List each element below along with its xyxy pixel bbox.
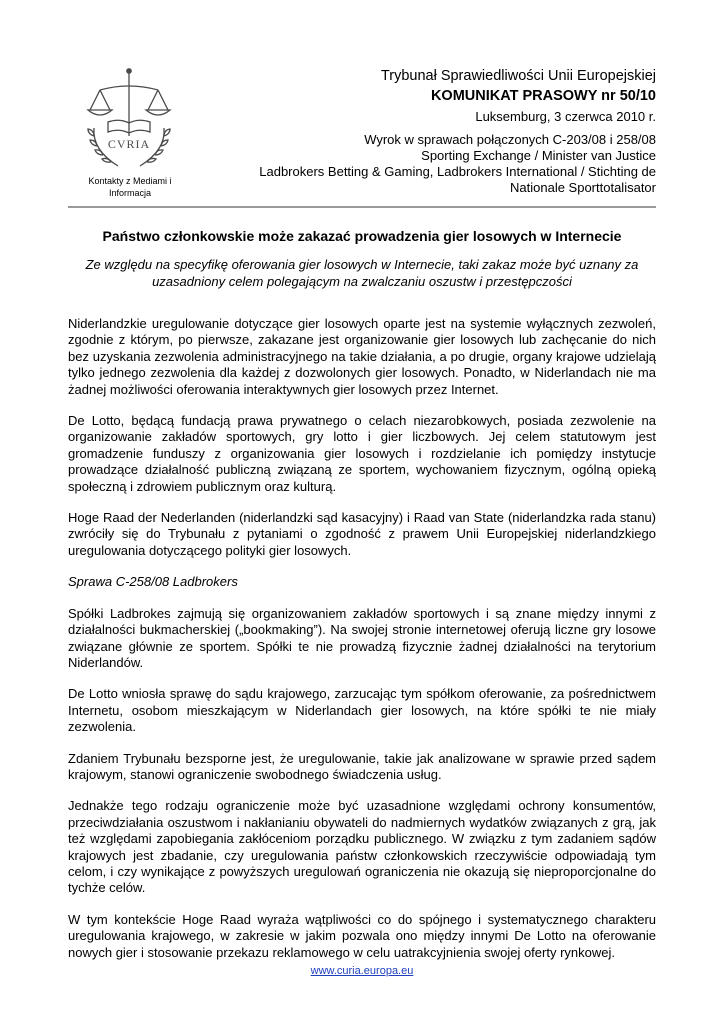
ruling-line: Ladbrokers Betting & Gaming, Ladbrokers International / Stichting de xyxy=(259,164,656,179)
document-body xyxy=(68,316,656,976)
ruling-info xyxy=(216,132,656,196)
ruling-line: Sporting Exchange / Minister van Justice xyxy=(421,148,656,163)
curia-website-link[interactable]: www.curia.europa.eu xyxy=(310,965,414,977)
body-paragraph: Niderlandzkie uregulowanie dotyczące gier losowych oparte jest na systemie wyłącznych zezwoleń, zgodnie z którym, po pierwsze, zakazane jest organizowanie gier losowych lub zachęcanie do nich bez uzyskania zezwolenia administracyjnego na takie działania, a po drugie, organy krajowe udzielają tylko jednego zezwolenia dla każdej z dozwolonych gier losowych. Ponadto, w Niderlandach nie ma żadnej możliwości oferowania interaktywnych gier losowych przez Internet. xyxy=(68,316,656,397)
body-paragraph: Zdaniem Trybunału bezsporne jest, że uregulowanie, takie jak analizowane w sprawie przed sądem krajowym, stanowi ograniczenie swobodnego świadczenia usług. xyxy=(68,750,656,782)
footer xyxy=(0,965,724,977)
curia-logo-text: CVRIA xyxy=(107,137,151,151)
body-paragraph: Spółki Ladbrokes zajmują się organizowaniem zakładów sportowych i są znane między innymi z działalności bukmacherskiej („bookmaking”). Na swojej stronie internetowej oferują liczne gry losowe związane głównie ze sportem. Spółki te nie prowadzą fizycznie żadnej działalności na terytorium Niderlandów. xyxy=(68,605,656,670)
press-release-number: KOMUNIKAT PRASOWY nr 50/10 xyxy=(430,88,656,104)
body-paragraph: De Lotto wniosła sprawę do sądu krajowego, zarzucając tym spółkom oferowanie, za pośrednictwem Internetu, osobom mieszkającym w Niderlandach gier losowych, na które spółki te nie miały zezwolenia. xyxy=(68,686,656,735)
body-paragraph: Hoge Raad der Nederlanden (niderlandzki sąd kasacyjny) i Raad van State (niderlandzka rada stanu) zwróciły się do Trybunału z pytaniami o zgodność z prawem Unii Europejskiej niderlandzkiego uregulowania dotyczącego polityki gier losowych. xyxy=(68,510,656,558)
curia-logo xyxy=(78,66,180,176)
document-title: Państwo członkowskie może zakazać prowadzenia gier losowych w Internecie xyxy=(102,228,622,244)
ruling-line: Wyrok w sprawach połączonych C-203/08 i 258/08 xyxy=(364,132,656,147)
release-date: Luksemburg, 3 czerwca 2010 r. xyxy=(475,109,656,124)
body-paragraph: W tym kontekście Hoge Raad wyraża wątpliwości co do spójnego i systematycznego charakteru uregulowania krajowego, w zakresie w jakim pozwala ono między innymi De Lotto na oferowanie nowych gier i stosowanie przekazu reklamowego w celu uatrakcyjnienia swojej oferty rynkowej. xyxy=(68,911,656,960)
court-name: Trybunał Sprawiedliwości Unii Europejskiej xyxy=(380,68,656,84)
document-subtitle: Ze względu na specyfikę oferowania gier losowych w Internecie, taki zakaz może być uznany za uzasadniony celem polegającym na zwalczaniu oszustw i przestępczości xyxy=(85,257,639,289)
body-paragraph: De Lotto, będącą fundacją prawa prywatnego o celach niezarobkowych, posiada zezwolenie na organizowanie zakładów sportowych, gry lotto i gier liczbowych. Jej celem statutowym jest gromadzenie funduszy z organizowania gier losowych i rozdzielanie ich pomiędzy instytucje prowadzące działalność publiczną związaną ze sportem, wychowaniem fizycznym, ogólną opieką społeczną i zdrowiem publicznym oraz kulturą. xyxy=(68,413,656,494)
scales-of-justice-icon xyxy=(78,66,180,176)
ruling-line: Nationale Sporttotalisator xyxy=(510,180,656,195)
case-heading: Sprawa C-258/08 Ladbrokers xyxy=(68,574,238,590)
header-divider xyxy=(68,206,656,208)
header xyxy=(216,66,656,196)
body-paragraph: Jednakże tego rodzaju ograniczenie może być uzasadnione względami ochrony konsumentów, przeciwdziałania oszustwom i nakłanianiu obywateli do nadmiernych wydatków związanych z grą, jak też względami zapobiegania zakłóceniom porządku publicznego. W związku z tym zadaniem sądów krajowych jest zbadanie, czy uregulowania państw członkowskich rzeczywiście odpowiadają tym celom, i czy wynikające z powyższych uregulowań ograniczenia nie okazują się nieproporcjonalne do tychże celów. xyxy=(68,798,656,896)
media-contacts-label: Kontakty z Mediami i Informacja xyxy=(88,176,172,198)
